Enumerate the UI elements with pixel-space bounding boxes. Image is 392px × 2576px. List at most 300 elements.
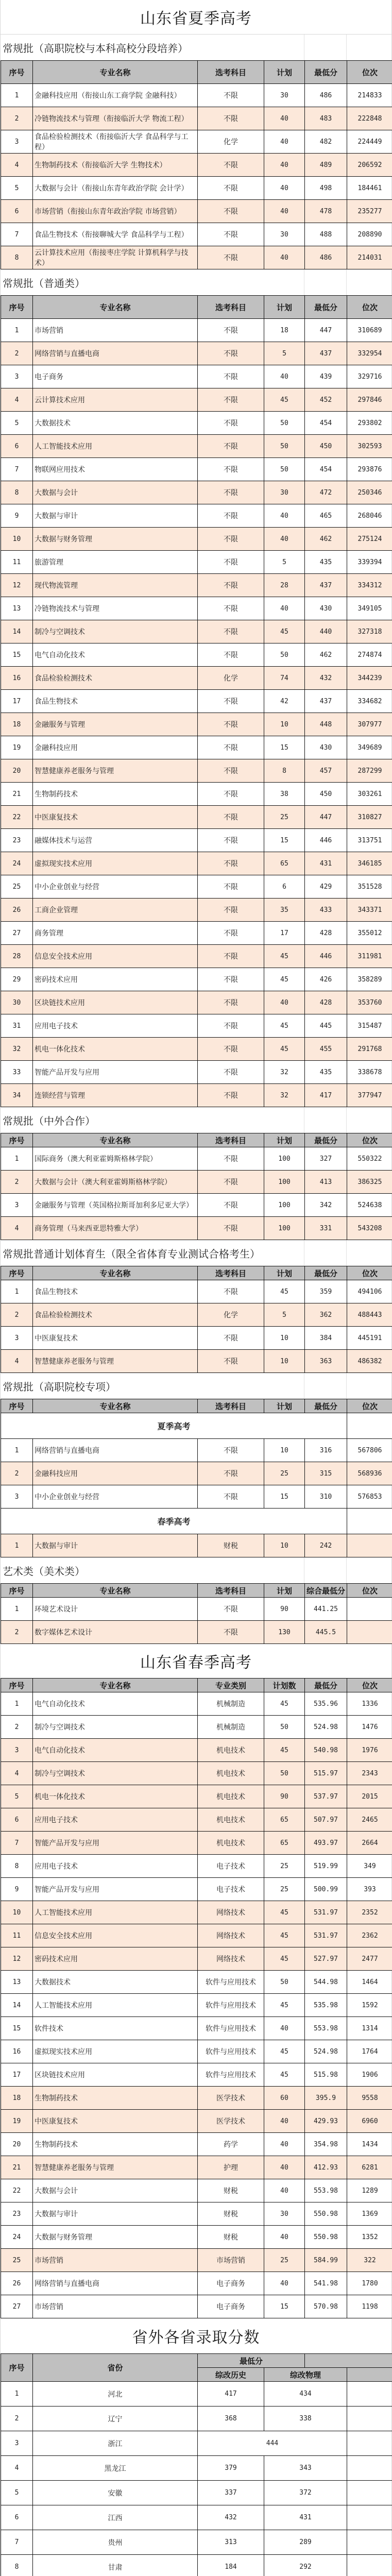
table-row xyxy=(1,177,392,200)
table-row xyxy=(1,2133,392,2156)
row-no: 26 xyxy=(1,899,33,922)
table-row xyxy=(1,690,392,713)
rank: 550322 xyxy=(347,1147,392,1171)
plan-count: 130 xyxy=(264,1621,305,1644)
plan-count: 45 xyxy=(264,1280,305,1303)
subject-requirement: 财税 xyxy=(198,1534,264,1557)
min-score: 527.97 xyxy=(305,1947,347,1971)
header-blank xyxy=(305,2354,392,2368)
plan-count: 45 xyxy=(264,1692,305,1716)
plan-count: 28 xyxy=(264,574,305,597)
min-score: 450 xyxy=(305,435,347,458)
subject-requirement: 不限 xyxy=(198,1147,264,1171)
header-subject: 选考科目 xyxy=(198,61,264,84)
rank: 214833 xyxy=(347,84,392,107)
major-name: 软件技术 xyxy=(33,2017,198,2040)
major-name: 数字媒体艺术设计 xyxy=(33,1621,198,1644)
rank: 310827 xyxy=(347,806,392,829)
min-score: 550.98 xyxy=(305,2226,347,2249)
major-name: 现代物流管理 xyxy=(33,574,198,597)
header-min-score: 最低分 xyxy=(305,1133,347,1147)
rank: 184461 xyxy=(347,177,392,200)
table-header-row xyxy=(1,1399,392,1413)
header-name: 专业名称 xyxy=(33,61,198,84)
major-name: 生物制药技术 xyxy=(33,2133,198,2156)
rank: 2362 xyxy=(347,1924,392,1947)
major-name: 大数据与财务管理 xyxy=(33,2226,198,2249)
plan-count: 40 xyxy=(264,246,305,269)
other-provinces-title: 省外各省录取分数 xyxy=(1,2318,391,2353)
rank: 235277 xyxy=(347,200,392,223)
major-name: 金融科技应用 xyxy=(33,1462,198,1485)
rank: 1289 xyxy=(347,2179,392,2202)
rank: 1906 xyxy=(347,2063,392,2087)
table-row xyxy=(1,1971,392,1994)
row-no: 15 xyxy=(1,2017,33,2040)
major-name: 食品检验检测技术（衔接临沂大学 食品科学与工程） xyxy=(33,130,198,154)
table-row xyxy=(1,388,392,412)
row-no: 3 xyxy=(1,1739,33,1762)
rank: 1780 xyxy=(347,2272,392,2295)
table-row xyxy=(1,1327,392,1350)
section-label-special xyxy=(1,1373,391,1399)
empty-cell xyxy=(347,2382,392,2406)
section-label-text: 艺术类（美术类） xyxy=(3,1563,85,1578)
major-name: 智慧健康养老服务与管理 xyxy=(33,759,198,783)
min-score: 500.99 xyxy=(305,1878,347,1901)
row-no: 5 xyxy=(1,1785,33,1808)
major-name: 大数据与会计（澳大利亚霍姆斯格林学院） xyxy=(33,1171,198,1194)
plan-count: 10 xyxy=(264,1327,305,1350)
min-score: 428 xyxy=(305,991,347,1014)
major-name: 信息安全技术应用 xyxy=(33,1924,198,1947)
major-name: 应用电子技术 xyxy=(33,1808,198,1832)
major-name: 大数据与会计 xyxy=(33,2179,198,2202)
major-name: 云计算技术应用 xyxy=(33,388,198,412)
subject-requirement: 不限 xyxy=(198,829,264,852)
min-score: 440 xyxy=(305,620,347,643)
table-row xyxy=(1,551,392,574)
subject-requirement: 不限 xyxy=(198,365,264,388)
row-no: 19 xyxy=(1,2110,33,2133)
rank: 334312 xyxy=(347,574,392,597)
table-row xyxy=(1,2505,392,2530)
major-name: 金融服务与管理（英国格拉斯哥加利多尼亚大学） xyxy=(33,1194,198,1217)
min-score: 447 xyxy=(305,806,347,829)
min-score: 316 xyxy=(305,1439,347,1462)
rank: 1198 xyxy=(347,2295,392,2318)
plan-count: 40 xyxy=(264,130,305,154)
subject-requirement: 机电技术 xyxy=(198,1762,264,1785)
plan-count: 42 xyxy=(264,690,305,713)
header-plan: 计划 xyxy=(264,296,305,319)
min-score: 310 xyxy=(305,1485,347,1509)
major-name: 市场营销 xyxy=(33,2249,198,2272)
header-rank: 位次 xyxy=(347,296,392,319)
min-score: 550.98 xyxy=(305,2202,347,2226)
major-name: 电子商务 xyxy=(33,365,198,388)
header-name: 专业名称 xyxy=(33,1399,198,1413)
header-rank: 位次 xyxy=(347,1133,392,1147)
empty-cell xyxy=(347,2555,392,2576)
rank: 1464 xyxy=(347,1971,392,1994)
header-plan: 计划 xyxy=(264,1133,305,1147)
major-name: 电气自动化技术 xyxy=(33,1739,198,1762)
table-row xyxy=(1,1084,392,1107)
plan-count: 45 xyxy=(264,388,305,412)
major-name: 应用电子技术 xyxy=(33,1014,198,1038)
subject-requirement: 化学 xyxy=(198,130,264,154)
header-min-score: 最低分 xyxy=(305,1266,347,1280)
section-label-text: 常规批（高职院校专项） xyxy=(3,1379,116,1394)
plan-count: 65 xyxy=(264,1808,305,1832)
spring-table xyxy=(1,1678,392,2318)
min-score: 537.97 xyxy=(305,1785,347,1808)
row-no: 1 xyxy=(1,1280,33,1303)
table-row xyxy=(1,1924,392,1947)
major-name: 大数据与审计 xyxy=(33,1534,198,1557)
subject-requirement: 财税 xyxy=(198,2179,264,2202)
table-row xyxy=(1,991,392,1014)
empty-cell xyxy=(347,2431,392,2456)
min-score: 482 xyxy=(305,130,347,154)
plan-count: 15 xyxy=(264,736,305,759)
subject-requirement: 药学 xyxy=(198,2133,264,2156)
subject-requirement: 软件与应用技术 xyxy=(198,2040,264,2063)
score-physics: 372 xyxy=(264,2481,347,2505)
plan-count: 45 xyxy=(264,1924,305,1947)
plan-count: 40 xyxy=(264,107,305,130)
table-row xyxy=(1,2295,392,2318)
min-score: 437 xyxy=(305,690,347,713)
header-no: 序号 xyxy=(1,1679,33,1692)
subject-requirement: 不限 xyxy=(198,1038,264,1061)
rank: 302593 xyxy=(347,435,392,458)
min-score: 472 xyxy=(305,481,347,504)
subject-requirement: 机械制造 xyxy=(198,1692,264,1716)
subject-requirement: 不限 xyxy=(198,107,264,130)
min-score: 570.98 xyxy=(305,2295,347,2318)
plan-count: 30 xyxy=(264,2202,305,2226)
plan-count: 25 xyxy=(264,806,305,829)
subject-requirement: 医学技术 xyxy=(198,2087,264,2110)
rank: 208890 xyxy=(347,223,392,246)
subject-requirement: 不限 xyxy=(198,1217,264,1240)
plan-count: 40 xyxy=(264,2226,305,2249)
major-name: 大数据与财务管理 xyxy=(33,528,198,551)
min-score: 315 xyxy=(305,1462,347,1485)
major-name: 工商企业管理 xyxy=(33,899,198,922)
plan-count: 40 xyxy=(264,365,305,388)
major-name: 信息安全技术应用 xyxy=(33,945,198,968)
row-no: 10 xyxy=(1,528,33,551)
major-name: 虚拟现实技术应用 xyxy=(33,2040,198,2063)
art-section xyxy=(1,1557,391,1644)
rank: 315487 xyxy=(347,1014,392,1038)
table-row xyxy=(1,130,392,154)
subject-requirement: 机械制造 xyxy=(198,1716,264,1739)
rank: 1976 xyxy=(347,1739,392,1762)
province-name: 辽宁 xyxy=(33,2406,198,2431)
major-name: 市场营销 xyxy=(33,319,198,342)
major-name: 市场营销（衔接山东青年政治学院 市场营销） xyxy=(33,200,198,223)
row-no: 7 xyxy=(1,223,33,246)
min-score: 433 xyxy=(305,899,347,922)
subject-requirement: 不限 xyxy=(198,1280,264,1303)
major-name: 中小企业创业与经营 xyxy=(33,1485,198,1509)
row-no: 3 xyxy=(1,1485,33,1509)
summer-table-1 xyxy=(1,295,392,1107)
subject-requirement: 机电技术 xyxy=(198,1808,264,1832)
rank: 250346 xyxy=(347,481,392,504)
row-no: 3 xyxy=(1,365,33,388)
row-no: 2 xyxy=(1,1462,33,1485)
rank: 224449 xyxy=(347,130,392,154)
major-name: 商务管理（马来西亚思特雅大学） xyxy=(33,1217,198,1240)
rank: 353760 xyxy=(347,991,392,1014)
min-score: 363 xyxy=(305,1350,347,1373)
row-no: 8 xyxy=(1,481,33,504)
min-score: 448 xyxy=(305,713,347,736)
score-physics: 434 xyxy=(264,2382,347,2406)
row-no: 24 xyxy=(1,2226,33,2249)
header-name: 专业名称 xyxy=(33,1133,198,1147)
major-name: 连锁经营与管理 xyxy=(33,1084,198,1107)
header-min-score: 最低分 xyxy=(305,1679,347,1692)
row-no: 9 xyxy=(1,504,33,528)
table-row xyxy=(1,246,392,269)
major-name: 中医康复技术 xyxy=(33,1327,198,1350)
min-score: 426 xyxy=(305,968,347,991)
subject-requirement: 机电技术 xyxy=(198,1785,264,1808)
min-score: 553.98 xyxy=(305,2017,347,2040)
rank: 488443 xyxy=(347,1303,392,1327)
table-row xyxy=(1,1147,392,1171)
row-no: 2 xyxy=(1,2406,33,2431)
rank: 1352 xyxy=(347,2226,392,2249)
table-row xyxy=(1,1855,392,1878)
plan-count: 32 xyxy=(264,1084,305,1107)
min-score: 489 xyxy=(305,154,347,177)
plan-count: 45 xyxy=(264,1947,305,1971)
major-name: 冷链物流技术与管理 xyxy=(33,597,198,620)
table-row xyxy=(1,458,392,481)
major-name: 生物制药技术 xyxy=(33,2087,198,2110)
empty-cell xyxy=(347,2505,392,2530)
plan-count: 40 xyxy=(264,2133,305,2156)
major-name: 智能产品开发与应用 xyxy=(33,1832,198,1855)
plan-count: 15 xyxy=(264,1485,305,1509)
row-no: 26 xyxy=(1,2272,33,2295)
rank: 2664 xyxy=(347,1832,392,1855)
rank: 351528 xyxy=(347,875,392,899)
min-score: 553.98 xyxy=(305,2179,347,2202)
min-score: 454 xyxy=(305,412,347,435)
row-no: 4 xyxy=(1,1762,33,1785)
rank: 2343 xyxy=(347,1762,392,1785)
table-row xyxy=(1,1598,392,1621)
subject-requirement: 不限 xyxy=(198,177,264,200)
rank: 313751 xyxy=(347,829,392,852)
major-name: 食品生物技术（衔接聊城大学 食品科学与工程） xyxy=(33,223,198,246)
table-row xyxy=(1,1439,392,1462)
plan-count: 40 xyxy=(264,2017,305,2040)
rank: 1764 xyxy=(347,2040,392,2063)
subject-requirement: 不限 xyxy=(198,759,264,783)
min-score: 493.97 xyxy=(305,1832,347,1855)
plan-count: 15 xyxy=(264,2295,305,2318)
plan-count: 45 xyxy=(264,620,305,643)
row-no: 18 xyxy=(1,2087,33,2110)
rank: 355012 xyxy=(347,922,392,945)
empty-cell xyxy=(347,2481,392,2505)
score-physics: 431 xyxy=(264,2505,347,2530)
table-header-row xyxy=(1,296,392,319)
rank: 2477 xyxy=(347,1947,392,1971)
rank: 274874 xyxy=(347,643,392,667)
rank: 307977 xyxy=(347,713,392,736)
subject-requirement: 不限 xyxy=(198,875,264,899)
header-subject: 专业类别 xyxy=(198,1679,264,1692)
header-rank: 位次 xyxy=(347,1399,392,1413)
plan-count: 25 xyxy=(264,1855,305,1878)
plan-count: 100 xyxy=(264,1147,305,1171)
major-name: 金融服务与管理 xyxy=(33,713,198,736)
plan-count: 100 xyxy=(264,1217,305,1240)
row-no: 27 xyxy=(1,922,33,945)
header-min-score: 最低分 xyxy=(305,1399,347,1413)
table-row xyxy=(1,713,392,736)
subject-requirement: 网络技术 xyxy=(198,1901,264,1924)
row-no: 4 xyxy=(1,1217,33,1240)
min-score: 435 xyxy=(305,551,347,574)
row-no: 7 xyxy=(1,1832,33,1855)
summer-sections xyxy=(1,35,391,1373)
min-score: 432 xyxy=(305,667,347,690)
table-row xyxy=(1,1994,392,2017)
table-row xyxy=(1,2530,392,2555)
row-no: 6 xyxy=(1,435,33,458)
header-no: 序号 xyxy=(1,1133,33,1147)
row-no: 27 xyxy=(1,2295,33,2318)
row-no: 20 xyxy=(1,759,33,783)
row-no: 10 xyxy=(1,1901,33,1924)
header-name: 专业名称 xyxy=(33,296,198,319)
row-no: 2 xyxy=(1,107,33,130)
min-score: 327 xyxy=(305,1147,347,1171)
header-blank xyxy=(347,2368,392,2382)
header-name: 专业名称 xyxy=(33,1266,198,1280)
min-score: 429 xyxy=(305,875,347,899)
subject-requirement: 市场营销 xyxy=(198,2249,264,2272)
plan-count: 45 xyxy=(264,1901,305,1924)
table-row xyxy=(1,620,392,643)
header-rank: 位次 xyxy=(347,1266,392,1280)
subject-requirement: 不限 xyxy=(198,922,264,945)
plan-count: 5 xyxy=(264,551,305,574)
row-no: 1 xyxy=(1,84,33,107)
row-no: 2 xyxy=(1,1303,33,1327)
table-row xyxy=(1,1303,392,1327)
row-no: 21 xyxy=(1,783,33,806)
row-no: 24 xyxy=(1,852,33,875)
rank: 486382 xyxy=(347,1350,392,1373)
table-row xyxy=(1,1350,392,1373)
rank: 2015 xyxy=(347,1785,392,1808)
plan-count: 50 xyxy=(264,1716,305,1739)
plan-count: 45 xyxy=(264,1994,305,2017)
table-row xyxy=(1,1038,392,1061)
row-no: 4 xyxy=(1,154,33,177)
table-row xyxy=(1,1217,392,1240)
row-no: 28 xyxy=(1,945,33,968)
header-reform-physics: 综改物理 xyxy=(264,2368,347,2382)
min-score: 584.99 xyxy=(305,2249,347,2272)
plan-count: 25 xyxy=(264,1462,305,1485)
merged-score: 444 xyxy=(198,2431,347,2456)
major-name: 机电一体化技术 xyxy=(33,1785,198,1808)
rank xyxy=(347,1598,392,1621)
major-name: 中小企业创业与经营 xyxy=(33,875,198,899)
min-score: 541.98 xyxy=(305,2272,347,2295)
rank: 322 xyxy=(347,2249,392,2272)
header-no: 序号 xyxy=(1,2354,33,2382)
rank: 377947 xyxy=(347,1084,392,1107)
header-subject: 选考科目 xyxy=(198,1399,264,1413)
header-name: 专业名称 xyxy=(33,1584,198,1598)
subject-requirement: 电子商务 xyxy=(198,2295,264,2318)
rank: 214031 xyxy=(347,246,392,269)
table-row xyxy=(1,1534,392,1557)
subject-requirement: 不限 xyxy=(198,551,264,574)
row-no: 14 xyxy=(1,620,33,643)
major-name: 人工智能技术应用 xyxy=(33,1901,198,1924)
other-provinces-table xyxy=(1,2353,392,2576)
score-physics: 289 xyxy=(264,2530,347,2555)
header-no: 序号 xyxy=(1,1399,33,1413)
subject-requirement: 电子商务 xyxy=(198,2272,264,2295)
major-name: 环境艺术设计 xyxy=(33,1598,198,1621)
header-plan: 计划 xyxy=(264,1399,305,1413)
major-name: 制冷与空调技术 xyxy=(33,1716,198,1739)
row-no: 17 xyxy=(1,2063,33,2087)
plan-count: 8 xyxy=(264,759,305,783)
plan-count: 10 xyxy=(264,1534,305,1557)
rank: 524638 xyxy=(347,1194,392,1217)
min-score: 437 xyxy=(305,574,347,597)
rank: 222848 xyxy=(347,107,392,130)
min-score: 362 xyxy=(305,1303,347,1327)
header-province: 省份 xyxy=(33,2354,198,2382)
rank: 346185 xyxy=(347,852,392,875)
score-history: 368 xyxy=(198,2406,264,2431)
major-name: 冷链物流技术与管理（衔接临沂大学 物流工程） xyxy=(33,107,198,130)
table-row xyxy=(1,1878,392,1901)
min-score: 450 xyxy=(305,783,347,806)
subheading-row-summer xyxy=(1,1413,392,1439)
row-no: 4 xyxy=(1,2456,33,2481)
table-row xyxy=(1,945,392,968)
plan-count: 40 xyxy=(264,2272,305,2295)
subject-requirement: 不限 xyxy=(198,1084,264,1107)
table-row xyxy=(1,1762,392,1785)
row-no: 4 xyxy=(1,388,33,412)
plan-count: 15 xyxy=(264,829,305,852)
rank: 494106 xyxy=(347,1280,392,1303)
table-row xyxy=(1,528,392,551)
table-header-row xyxy=(1,1584,392,1598)
table-row xyxy=(1,2110,392,2133)
